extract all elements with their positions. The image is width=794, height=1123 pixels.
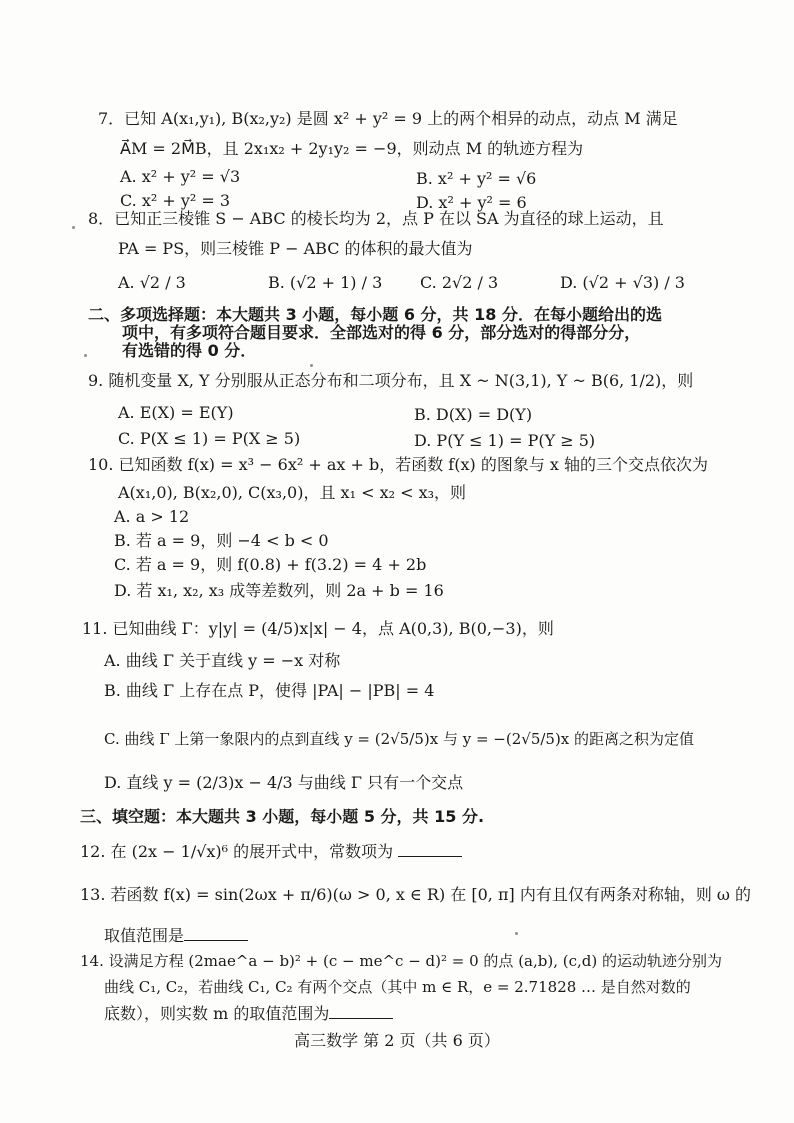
q8-option-d: D. (√2 + √3) / 3 — [560, 273, 685, 292]
section-fill-in-heading: 三、填空题：本大题共 3 小题，每小题 5 分，共 15 分. — [80, 807, 485, 826]
q7-option-a: A. x² + y² = √3 — [120, 167, 241, 186]
scan-speck — [84, 354, 87, 357]
q10-line2: A(x₁,0), B(x₂,0), C(x₃,0)，且 x₁ < x₂ < x₃，则 — [118, 483, 467, 502]
q8-option-a: A. √2 / 3 — [118, 273, 186, 292]
q7-line1: 7．已知 A(x₁,y₁), B(x₂,y₂) 是圆 x² + y² = 9 上的两个相异的动点，动点 M 满足 — [98, 109, 678, 128]
section-multiple-choice-heading: 二、多项选择题：本大题共 3 小题，每小题 6 分，共 18 分．在每小题给出的选 — [88, 305, 662, 324]
q10-option-b: B. 若 a = 9，则 −4 < b < 0 — [114, 531, 329, 550]
q13-text: 取值范围是 — [104, 926, 185, 945]
section-multiple-choice-line2: 项中，有多项符合题目要求．全部选对的得 6 分，部分选对的得部分分， — [122, 323, 641, 342]
q14-line2: 曲线 C₁, C₂，若曲线 C₁, C₂ 有两个交点（其中 m ∈ R，e = 2.71828 … 是自然对数的 — [104, 978, 691, 996]
q8-line2: PA = PS，则三棱锥 P − ABC 的体积的最大值为 — [118, 239, 473, 258]
q11-line1: 11. 已知曲线 Γ：y|y| = (4/5)x|x| − 4，点 A(0,3), B(0,−3)，则 — [82, 619, 554, 638]
q10-option-c: C. 若 a = 9，则 f(0.8) + f(3.2) = 4 + 2b — [114, 555, 427, 574]
q14-answer-blank[interactable] — [329, 1002, 393, 1019]
q12-line1 — [80, 840, 462, 863]
scan-speck — [72, 226, 75, 229]
q14-line3 — [104, 1002, 393, 1025]
q14-text: 底数），则实数 m 的取值范围为 — [104, 1004, 330, 1023]
q9-option-a: A. E(X) = E(Y) — [118, 403, 234, 422]
q10-line1: 10. 已知函数 f(x) = x³ − 6x² + ax + b，若函数 f(x) 的图象与 x 轴的三个交点依次为 — [88, 455, 709, 474]
q11-option-d: D. 直线 y = (2/3)x − 4/3 与曲线 Γ 只有一个交点 — [104, 773, 464, 792]
q10-option-a: A. a > 12 — [114, 507, 190, 526]
q13-line2 — [104, 924, 248, 947]
q7-option-d: D. x² + y² = 6 — [416, 193, 527, 212]
q13-line1: 13. 若函数 f(x) = sin(2ωx + π/6)(ω > 0, x ∈ R) 在 [0, π] 内有且仅有两条对称轴，则 ω 的 — [80, 885, 752, 904]
page-footer: 高三数学 第 2 页（共 6 页） — [294, 1031, 500, 1050]
q8-option-c: C. 2√2 / 3 — [420, 273, 499, 292]
section-multiple-choice-line3: 有选错的得 0 分． — [122, 341, 257, 360]
q7-option-c: C. x² + y² = 3 — [120, 191, 231, 210]
q9-option-c: C. P(X ≤ 1) = P(X ≥ 5) — [118, 429, 301, 448]
scan-speck — [310, 364, 313, 367]
q11-option-a: A. 曲线 Γ 关于直线 y = −x 对称 — [104, 651, 341, 670]
q7-option-b: B. x² + y² = √6 — [416, 169, 537, 188]
q9-line1: 9. 随机变量 X, Y 分别服从正态分布和二项分布，且 X ~ N(3,1), Y ~ B(6, 1/2)，则 — [88, 371, 694, 390]
q12-answer-blank[interactable] — [398, 840, 462, 857]
q13-answer-blank[interactable] — [184, 924, 248, 941]
q7-line2: A⃗M = 2M⃗B，且 2x₁x₂ + 2y₁y₂ = −9，则动点 M 的轨迹方程为 — [120, 139, 584, 158]
q14-line1: 14. 设满足方程 (2mae^a − b)² + (c − me^c − d)² = 0 的点 (a,b), (c,d) 的运动轨迹分别为 — [80, 952, 722, 970]
q11-option-c: C. 曲线 Γ 上第一象限内的点到直线 y = (2√5/5)x 与 y = −(2√5/5)x 的距离之积为定值 — [104, 730, 695, 748]
q9-option-b: B. D(X) = D(Y) — [414, 405, 533, 424]
q10-option-d: D. 若 x₁, x₂, x₃ 成等差数列，则 2a + b = 16 — [114, 581, 444, 600]
q8-line1: 8．已知正三棱锥 S − ABC 的棱长均为 2，点 P 在以 SA 为直径的球上运动，且 — [88, 209, 664, 228]
scan-speck — [515, 932, 518, 935]
q8-option-b: B. (√2 + 1) / 3 — [268, 273, 383, 292]
q11-option-b: B. 曲线 Γ 上存在点 P，使得 |PA| − |PB| = 4 — [104, 681, 435, 700]
q12-text: 12. 在 (2x − 1/√x)⁶ 的展开式中，常数项为 — [80, 842, 394, 861]
q9-option-d: D. P(Y ≤ 1) = P(Y ≥ 5) — [414, 431, 596, 450]
